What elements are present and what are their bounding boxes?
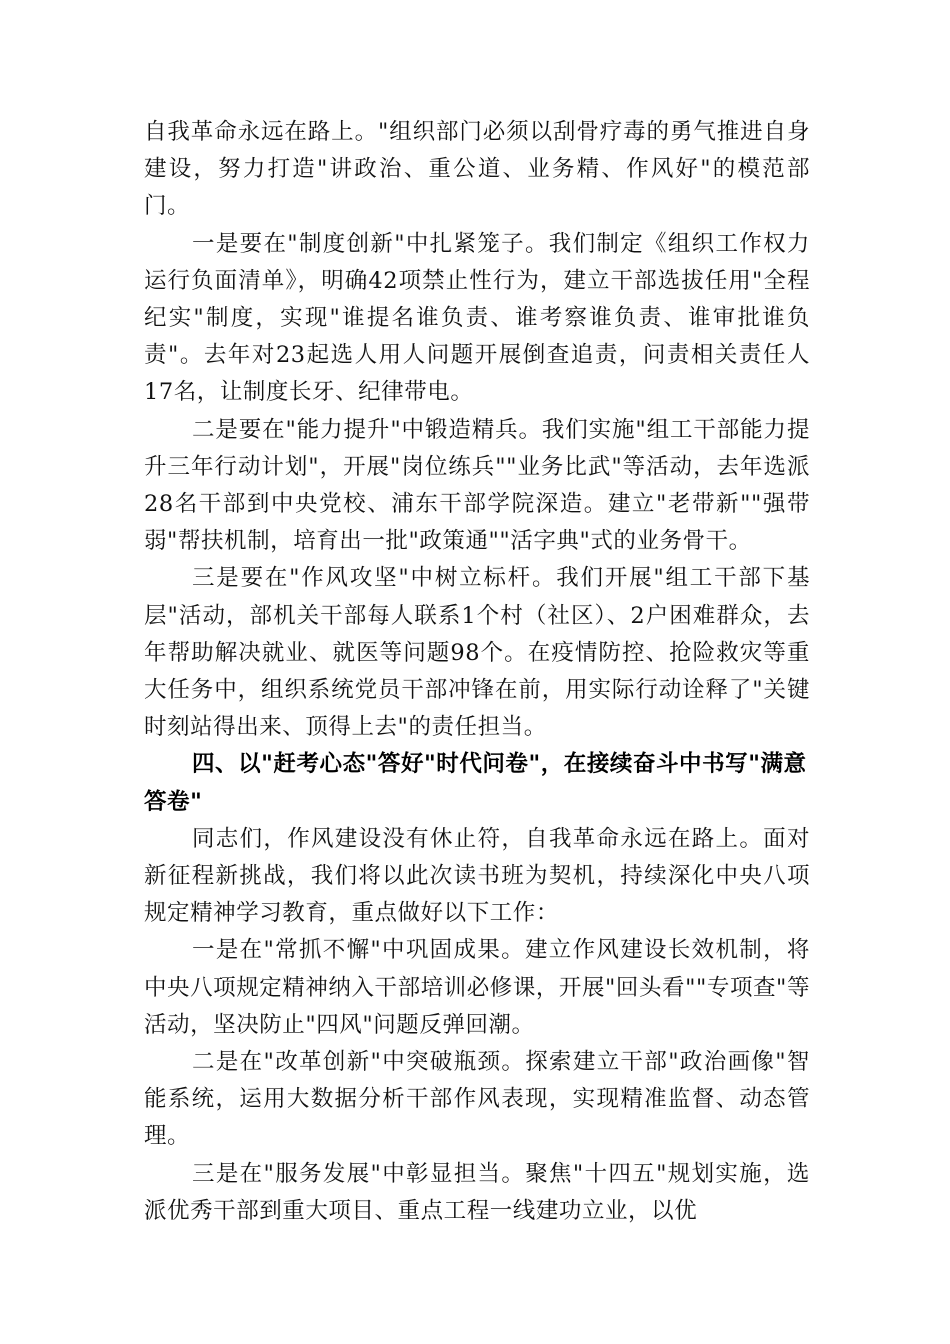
document-body xyxy=(144,114,810,1230)
paragraph-service: 三是在"服务发展"中彰显担当。聚焦"十四五"规划实施，选派优秀干部到重大项目、重点工程一线建功立业，以优 xyxy=(144,1160,810,1224)
paragraph-intro-tail: 自我革命永远在路上。"组织部门必须以刮骨疗毒的勇气推进自身建设，努力打造"讲政治、重公道、业务精、作风好"的模范部门。 xyxy=(144,119,810,220)
paragraph-reform: 二是在"改革创新"中突破瓶颈。探索建立干部"政治画像"智能系统，运用大数据分析干部作风表现，实现精准监督、动态管理。 xyxy=(144,1049,810,1150)
paragraph-system-innovation: 一是要在"制度创新"中扎紧笼子。我们制定《组织工作权力运行负面清单》，明确42项禁止性行为，建立干部选拔任用"全程纪实"制度，实现"谁提名谁负责、谁考察谁负责、谁审批谁负责"。去年对23起选人用人问题开展倒查追责，问责相关责任人17名，让制度长牙、纪律带电。 xyxy=(144,230,810,406)
paragraph-capability: 二是要在"能力提升"中锻造精兵。我们实施"组工干部能力提升三年行动计划"，开展"岗位练兵""业务比武"等活动，去年选派28名干部到中央党校、浦东干部学院深造。建立"老带新""强带弱"帮扶机制，培育出一批"政策通""活字典"式的业务骨干。 xyxy=(144,416,810,555)
paragraph-work-style: 三是要在"作风攻坚"中树立标杆。我们开展"组工干部下基层"活动，部机关干部每人联系1个村（社区）、2户困难群众，去年帮助解决就业、就医等问题98个。在疫情防控、抢险救灾等重大任务中，组织系统党员干部冲锋在前，用实际行动诠释了"关键时刻站得出来、顶得上去"的责任担当。 xyxy=(144,565,810,741)
paragraph-comrades: 同志们，作风建设没有休止符，自我革命永远在路上。面对新征程新挑战，我们将以此次读书班为契机，持续深化中央八项规定精神学习教育，重点做好以下工作： xyxy=(144,825,810,927)
paragraph-consolidate: 一是在"常抓不懈"中巩固成果。建立作风建设长效机制，将中央八项规定精神纳入干部培训必修课，开展"回头看""专项查"等活动，坚决防止"四风"问题反弹回潮。 xyxy=(144,937,810,1038)
section-heading: 四、以"赶考心态"答好"时代问卷"，在接续奋斗中书写"满意答卷" xyxy=(144,751,807,815)
